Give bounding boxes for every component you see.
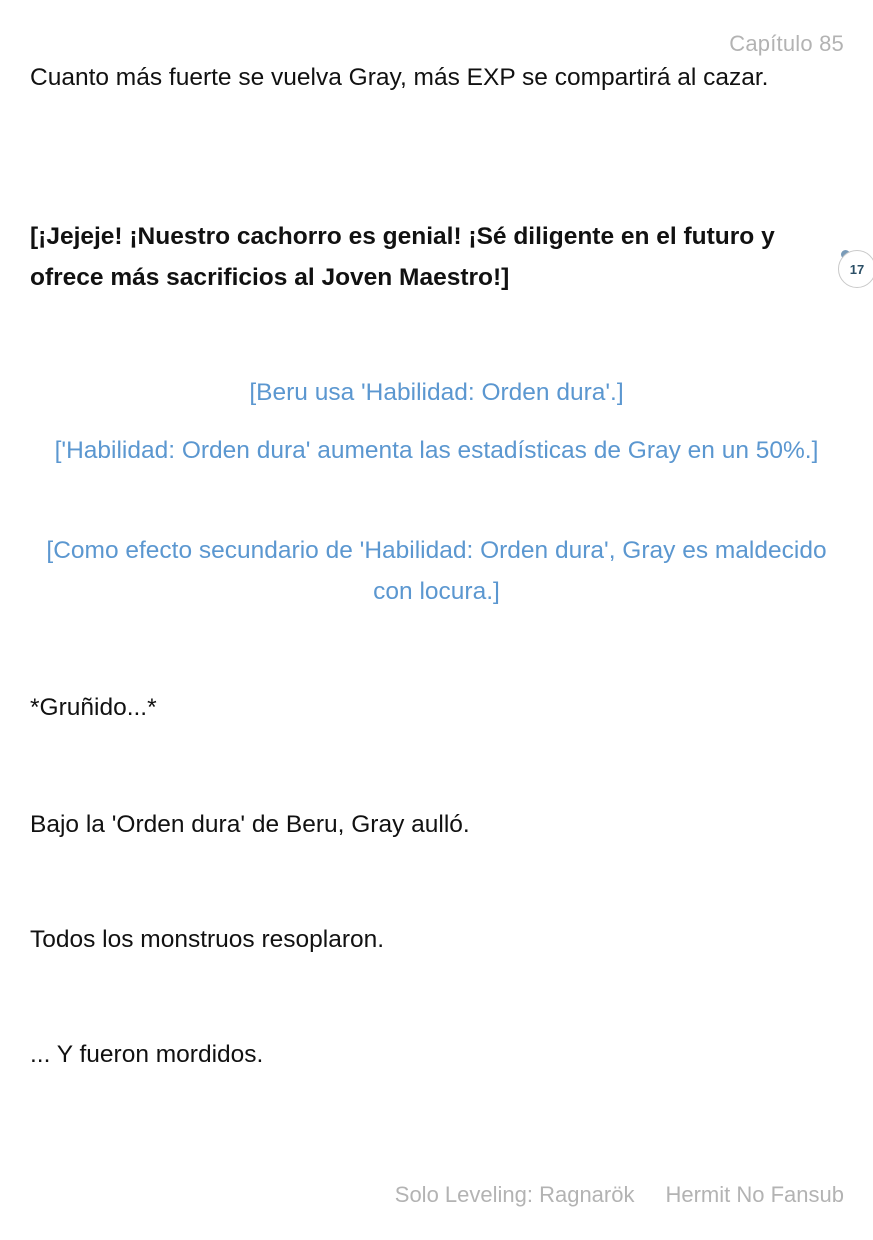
paragraph: Bajo la 'Orden dura' de Beru, Gray aulló. — [30, 811, 470, 838]
chapter-label: Capítulo 85 — [729, 31, 844, 56]
comment-count-button[interactable]: 17 — [838, 250, 873, 288]
system-message: [Beru usa 'Habilidad: Orden dura'.] — [249, 379, 624, 406]
system-message: ['Habilidad: Orden dura' aumenta las estadísticas de Gray en un 50%.] — [54, 437, 819, 464]
system-message: [Como efecto secundario de 'Habilidad: Orden dura', Gray es maldecido con locura.] — [46, 537, 827, 605]
translator-credit: Hermit No Fansub — [665, 1182, 844, 1207]
novel-title: Solo Leveling: Ragnarök — [394, 1182, 635, 1207]
paragraph: ... Y fueron mordidos. — [30, 1041, 264, 1068]
dialogue-paragraph: [¡Jejeje! ¡Nuestro cachorro es genial! ¡Sé diligente en el futuro y ofrece más sacrificios al Joven Maestro!] — [30, 223, 775, 291]
paragraph: *Gruñido...* — [30, 694, 157, 721]
paragraph: Cuanto más fuerte se vuelva Gray, más EXP se compartirá al cazar. — [30, 64, 769, 91]
paragraph: Todos los monstruos resoplaron. — [30, 926, 385, 953]
footer — [395, 1182, 844, 1208]
